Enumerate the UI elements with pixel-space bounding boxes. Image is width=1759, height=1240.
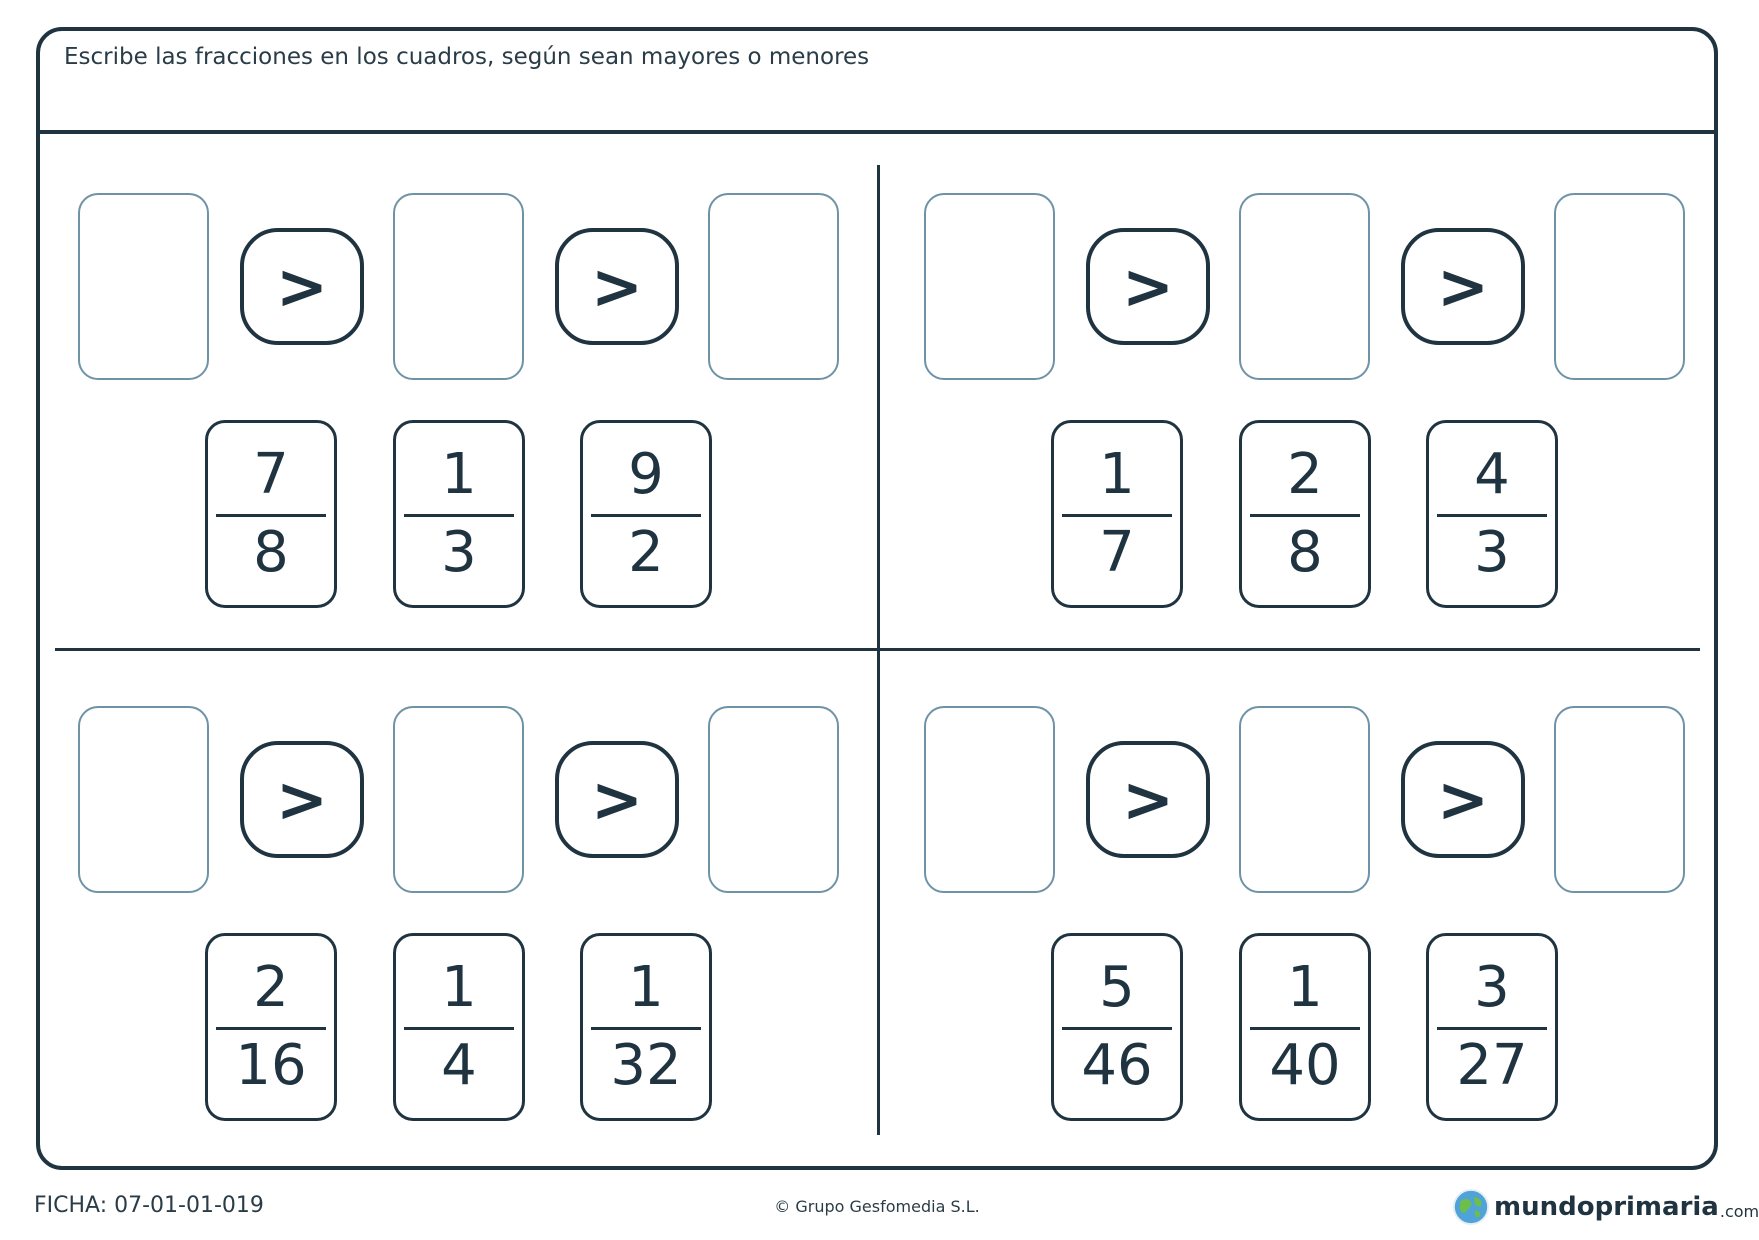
fraction-bar: [1250, 1027, 1360, 1030]
fraction-card[interactable]: [1426, 933, 1558, 1121]
worksheet-code: FICHA: 07-01-01-019: [34, 1193, 264, 1218]
greater-than-sign: >: [1086, 228, 1210, 345]
fraction-card[interactable]: [1051, 933, 1183, 1121]
greater-than-sign: >: [1401, 228, 1525, 345]
greater-than-sign: >: [1086, 741, 1210, 858]
fraction-bar: [216, 514, 326, 517]
logo-word: mundoprimaria: [1494, 1192, 1719, 1222]
fraction-card[interactable]: [205, 420, 337, 608]
header-divider: [36, 130, 1718, 134]
answer-box[interactable]: [708, 193, 839, 380]
fraction-bar: [404, 1027, 514, 1030]
fraction-card[interactable]: [205, 933, 337, 1121]
fraction-card[interactable]: [580, 933, 712, 1121]
greater-than-sign: >: [240, 741, 364, 858]
fraction-card[interactable]: [1051, 420, 1183, 608]
fraction-bar: [1062, 1027, 1172, 1030]
instruction-text: Escribe las fracciones en los cuadros, según sean mayores o menores: [64, 44, 870, 70]
numerator: 1: [1287, 955, 1323, 1020]
fraction-bar: [591, 514, 701, 517]
answer-box[interactable]: [924, 706, 1055, 893]
answer-box[interactable]: [708, 706, 839, 893]
greater-than-sign: >: [240, 228, 364, 345]
fraction-bar: [1437, 514, 1547, 517]
answer-box[interactable]: [393, 706, 524, 893]
denominator: 8: [253, 520, 289, 585]
fraction-bar: [1250, 514, 1360, 517]
fraction-bar: [1437, 1027, 1547, 1030]
answer-box[interactable]: [78, 706, 209, 893]
answer-box[interactable]: [1239, 193, 1370, 380]
answer-box[interactable]: [78, 193, 209, 380]
fraction-card[interactable]: [580, 420, 712, 608]
numerator: 2: [253, 955, 289, 1020]
denominator: 3: [1474, 520, 1510, 585]
fraction-bar: [216, 1027, 326, 1030]
answer-box[interactable]: [1554, 193, 1685, 380]
numerator: 1: [441, 442, 477, 507]
fraction-bar: [591, 1027, 701, 1030]
answer-box[interactable]: [1239, 706, 1370, 893]
numerator: 1: [1099, 442, 1135, 507]
greater-than-sign: >: [555, 228, 679, 345]
answer-box[interactable]: [393, 193, 524, 380]
globe-icon: [1452, 1188, 1490, 1226]
denominator: 40: [1269, 1033, 1341, 1098]
denominator: 46: [1081, 1033, 1153, 1098]
numerator: 9: [628, 442, 664, 507]
logo-tld: .com: [1719, 1201, 1759, 1221]
numerator: 4: [1474, 442, 1510, 507]
denominator: 27: [1456, 1033, 1528, 1098]
fraction-bar: [404, 514, 514, 517]
fraction-card[interactable]: [393, 420, 525, 608]
denominator: 16: [235, 1033, 307, 1098]
numerator: 1: [628, 955, 664, 1020]
fraction-card[interactable]: [1239, 933, 1371, 1121]
numerator: 1: [441, 955, 477, 1020]
denominator: 4: [441, 1033, 477, 1098]
fraction-card[interactable]: [1426, 420, 1558, 608]
denominator: 32: [610, 1033, 682, 1098]
numerator: 3: [1474, 955, 1510, 1020]
copyright-text: © Grupo Gesfomedia S.L.: [774, 1197, 980, 1216]
fraction-card[interactable]: [1239, 420, 1371, 608]
denominator: 2: [628, 520, 664, 585]
answer-box[interactable]: [1554, 706, 1685, 893]
numerator: 5: [1099, 955, 1135, 1020]
numerator: 2: [1287, 442, 1323, 507]
denominator: 3: [441, 520, 477, 585]
mundoprimaria-logo[interactable]: [1452, 1188, 1759, 1226]
fraction-card[interactable]: [393, 933, 525, 1121]
answer-box[interactable]: [924, 193, 1055, 380]
greater-than-sign: >: [555, 741, 679, 858]
denominator: 8: [1287, 520, 1323, 585]
greater-than-sign: >: [1401, 741, 1525, 858]
horizontal-divider: [55, 648, 1700, 651]
numerator: 7: [253, 442, 289, 507]
fraction-bar: [1062, 514, 1172, 517]
denominator: 7: [1099, 520, 1135, 585]
